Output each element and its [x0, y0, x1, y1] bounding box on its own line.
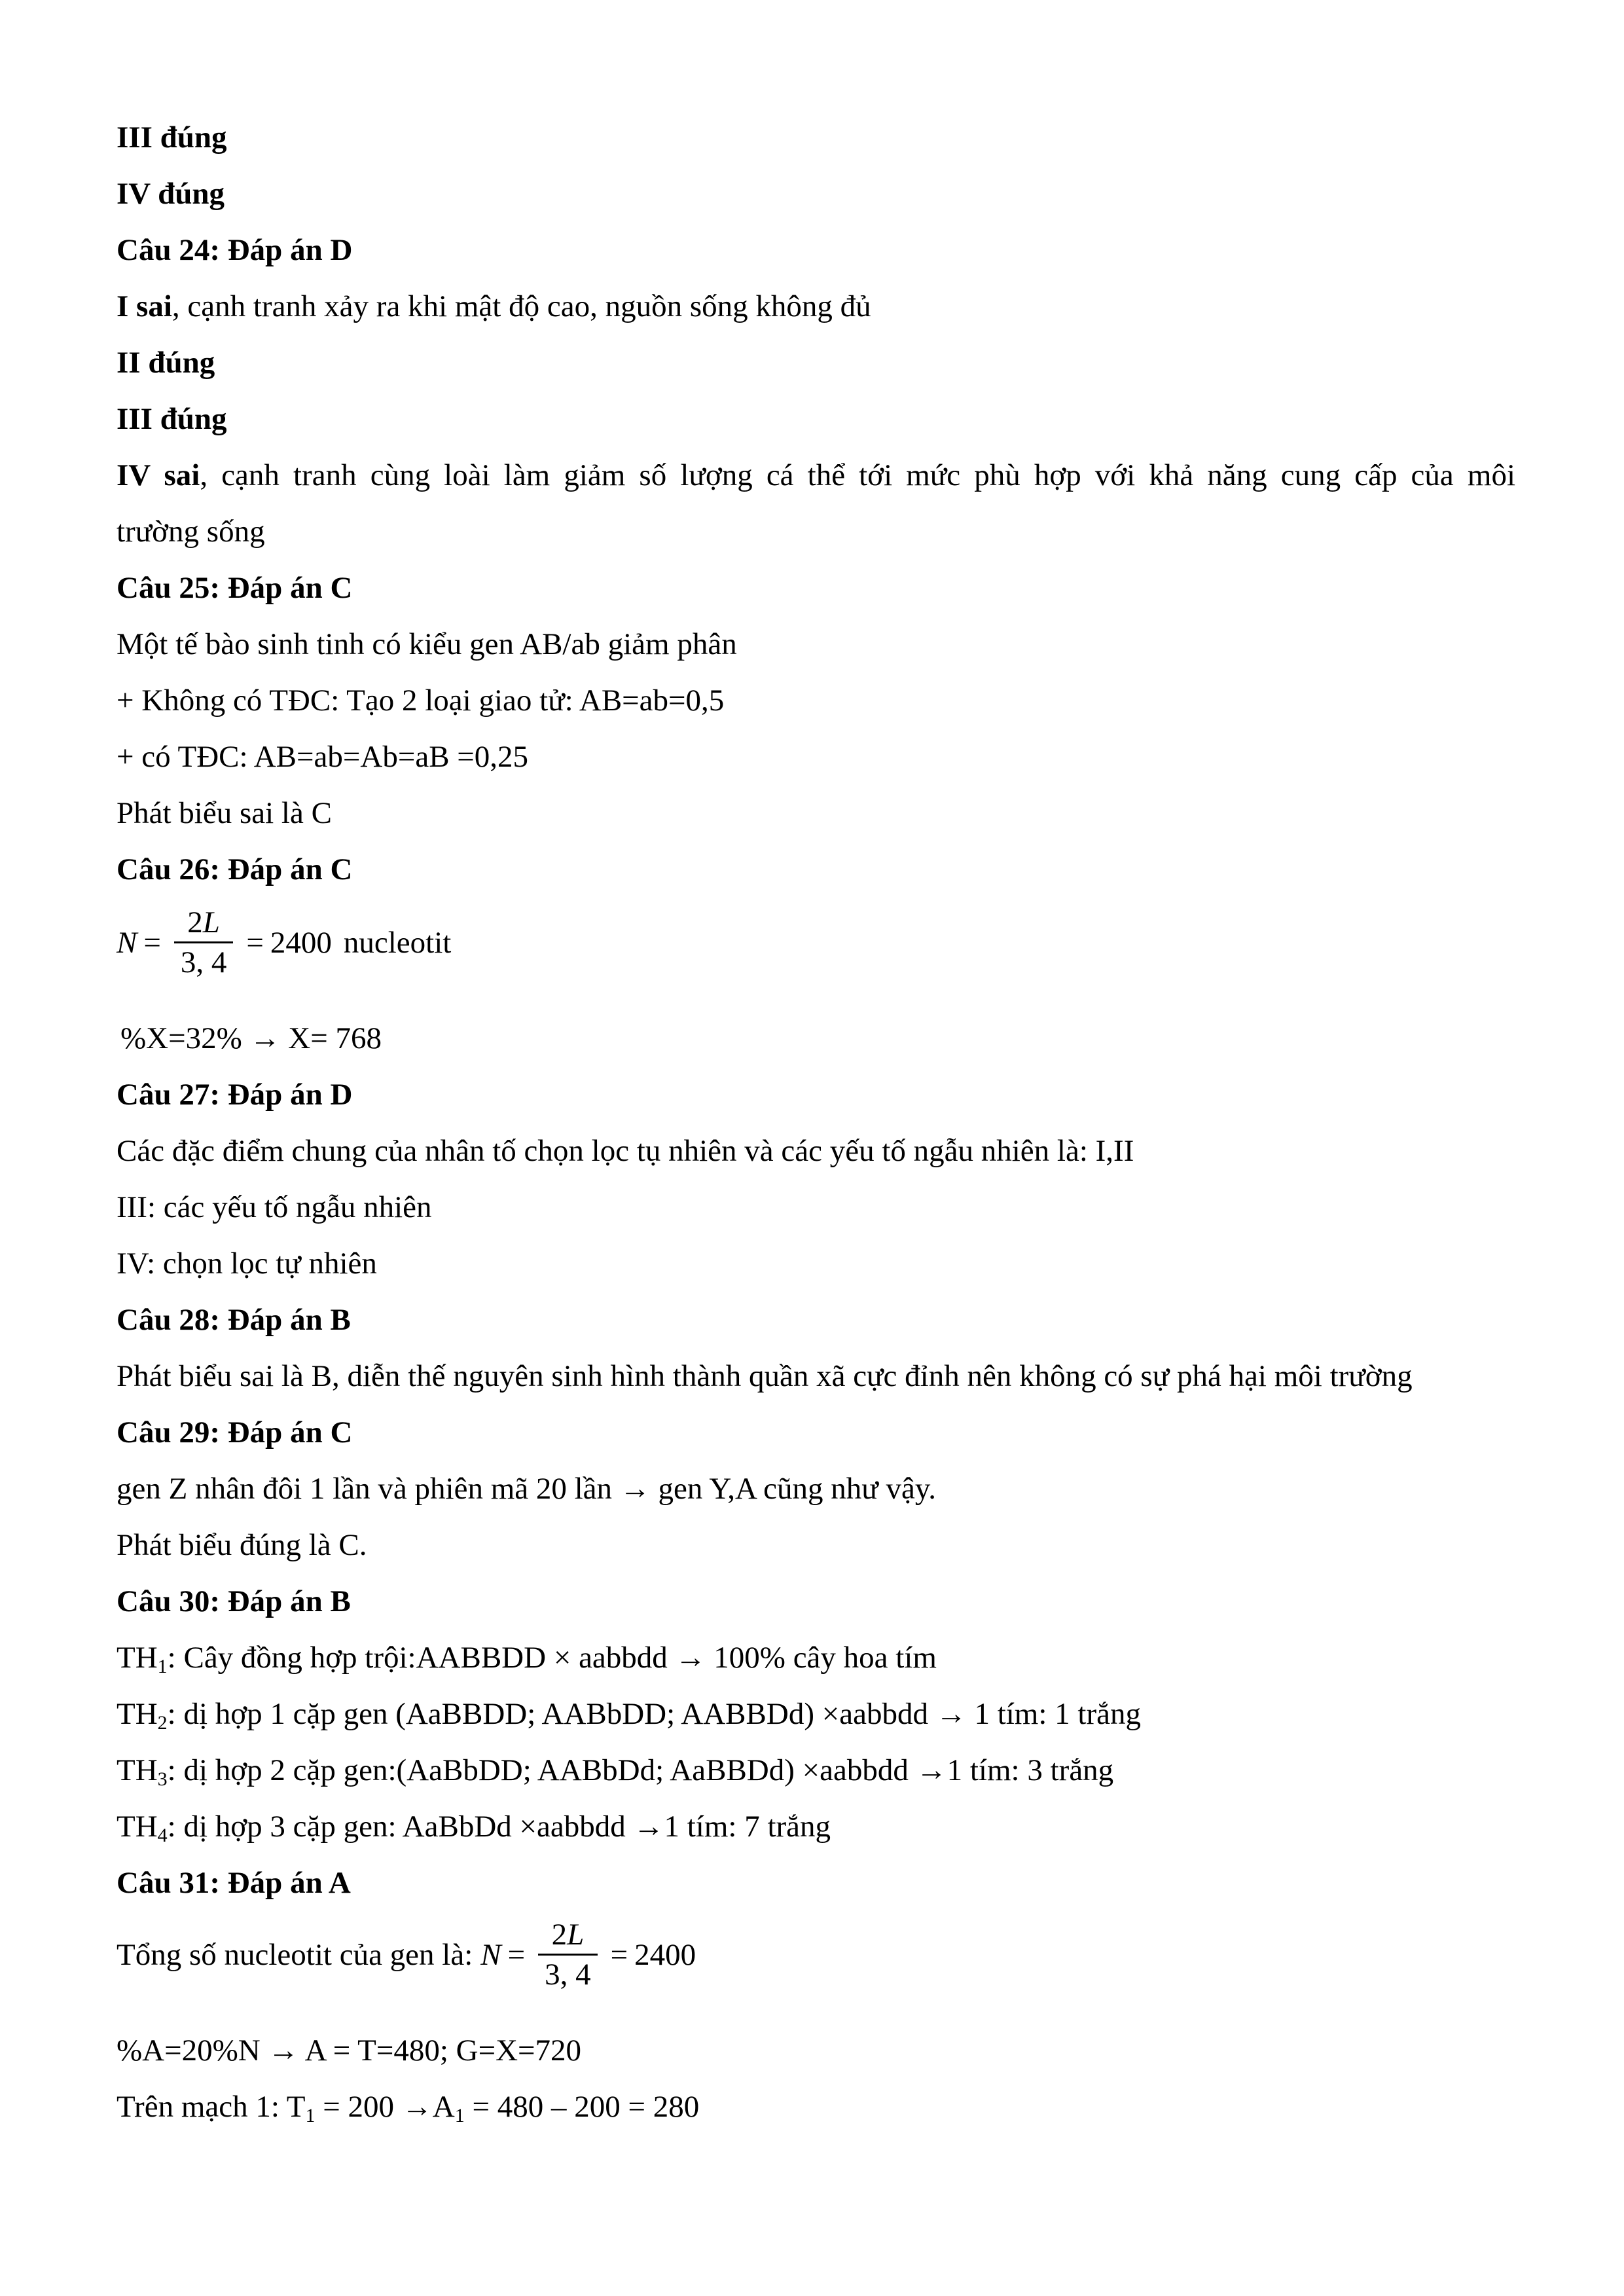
question-heading: Câu 28: Đáp án B [117, 1303, 351, 1337]
subscript: 1 [305, 2105, 316, 2126]
fraction [174, 903, 234, 981]
text-line: $TH_3$: dị hợp 2 cặp gen:(AaBbDD; AABbDd; AaBBDd) ×aabbdd →1 tím: 3 trắng [117, 1753, 1114, 1790]
explanation: , cạnh tranh xảy ra khi mật độ cao, nguồn sống không đủ [171, 289, 871, 323]
eq-value: 2400 [634, 1937, 696, 1972]
question-heading: Câu 27: Đáp án D [117, 1078, 353, 1112]
text-line: %A=20%N → A = T=480; G=X=720 [117, 2033, 582, 2068]
text-line [117, 456, 1515, 495]
eq-prefix: Tổng số nucleotit của gen là: [117, 1937, 473, 1972]
text-line: Phát biểu sai là C [117, 796, 332, 830]
equation [117, 1916, 696, 1994]
equation [117, 903, 451, 981]
eq-lhs: N [480, 1937, 501, 1972]
subscript: 4 [157, 1825, 168, 1846]
text-line: $TH_2$: dị hợp 1 cặp gen (AaBBDD; AABbDD; AABBDd) ×aabbdd → 1 tím: 1 trắng [117, 1697, 1141, 1734]
text-line: III đúng [117, 120, 227, 155]
fraction-denominator: 3, 4 [545, 1958, 591, 1992]
verdict: I sai [117, 289, 172, 323]
text-line [117, 287, 871, 326]
text-line: IV: chọn lọc tự nhiên [117, 1247, 377, 1281]
subscript: 1 [157, 1656, 168, 1677]
text-line: $TH_4$: dị hợp 3 cặp gen: AaBbDd ×aabbdd →1 tím: 7 trắng [117, 1810, 831, 1846]
eq-sign: = [246, 925, 264, 960]
text-line: Phát biểu đúng là C. [117, 1528, 367, 1562]
question-heading: Câu 30: Đáp án B [117, 1584, 351, 1618]
text-line: Trên mạch 1: $T_1 = 200 \to A_1 = 480 - 200 = 280$ [117, 2090, 700, 2126]
subscript: 2 [157, 1712, 168, 1734]
text-line: Một tế bào sinh tinh có kiểu gen AB/ab giảm phân [117, 627, 737, 661]
text-line: Phát biểu sai là B, diễn thế nguyên sinh hình thành quần xã cực đỉnh nên không có sự phá hại môi trường [117, 1359, 1413, 1393]
fraction-numerator: 2L [187, 905, 220, 939]
question-heading: Câu 24: Đáp án D [117, 233, 353, 267]
verdict: IV sai [117, 458, 200, 492]
text-line: trường sống [117, 515, 265, 549]
question-heading: Câu 25: Đáp án C [117, 571, 353, 605]
question-heading: Câu 26: Đáp án C [117, 852, 353, 886]
text-line: $TH_1$: Cây đồng hợp trội:AABBDD × aabbdd → 100% cây hoa tím [117, 1641, 937, 1677]
eq-sign: = [143, 925, 161, 960]
eq-unit: nucleotit [343, 925, 452, 960]
text-line: gen Z nhân đôi 1 lần và phiên mã 20 lần → gen Y,A cũng như vậy. [117, 1472, 937, 1506]
eq-value: 2400 [270, 925, 332, 960]
text-line: II đúng [117, 346, 215, 380]
text-line: III đúng [117, 402, 227, 436]
text-line: + có TĐC: AB=ab=Ab=aB =0,25 [117, 740, 529, 774]
explanation: , cạnh tranh cùng loài làm giảm số lượng cá thể tới mức phù hợp với khả năng cung cấp của môi [200, 458, 1516, 492]
question-heading: Câu 31: Đáp án A [117, 1866, 351, 1900]
text-line: %X=32% → X= 768 [120, 1021, 382, 1055]
fraction [538, 1916, 598, 1994]
subscript: 3 [157, 1768, 168, 1790]
text-line: III: các yếu tố ngẫu nhiên [117, 1190, 432, 1224]
text-line: Các đặc điểm chung của nhân tố chọn lọc tụ nhiên và các yếu tố ngẫu nhiên là: I,II [117, 1134, 1134, 1168]
text-line: IV đúng [117, 177, 225, 211]
fraction-numerator: 2L [551, 1918, 585, 1952]
eq-sign: = [507, 1937, 526, 1972]
subscript: 1 [454, 2105, 465, 2126]
eq-lhs: N [117, 925, 137, 960]
eq-sign: = [610, 1937, 628, 1972]
text-line: + Không có TĐC: Tạo 2 loại giao tử: AB=ab=0,5 [117, 683, 725, 718]
question-heading: Câu 29: Đáp án C [117, 1415, 353, 1449]
fraction-denominator: 3, 4 [180, 945, 227, 979]
